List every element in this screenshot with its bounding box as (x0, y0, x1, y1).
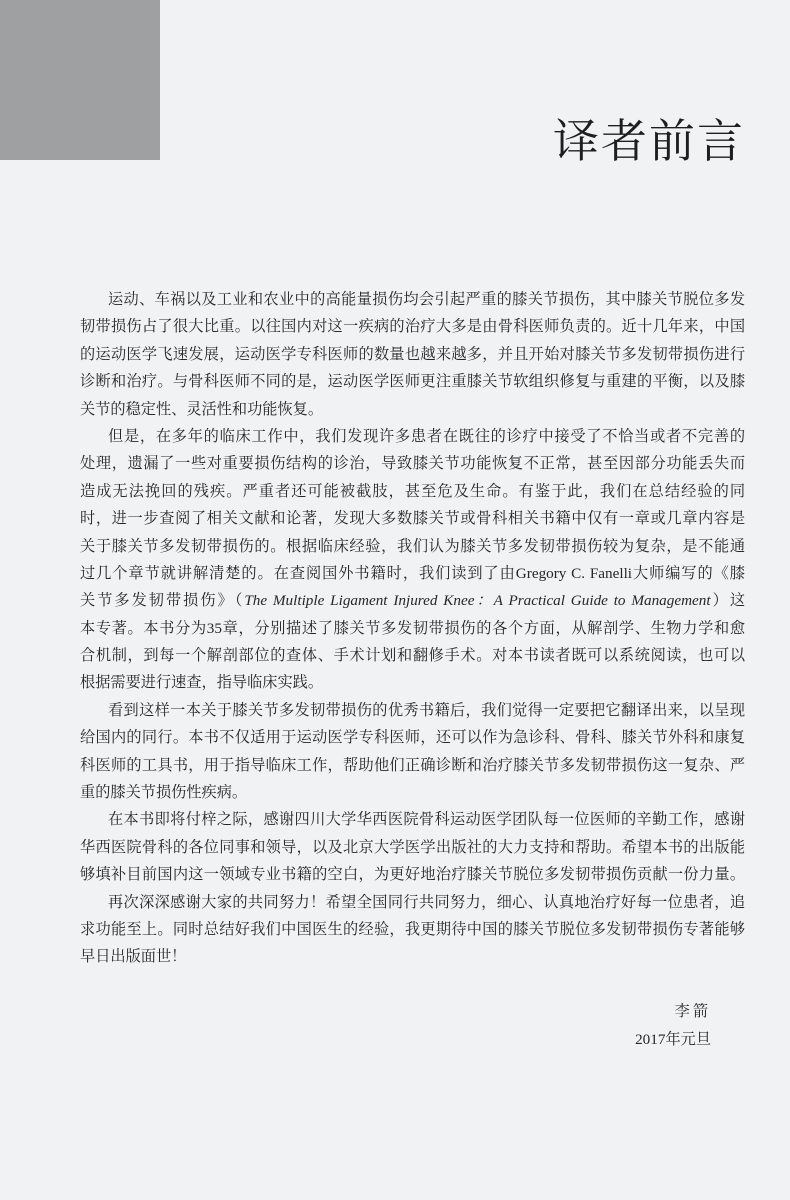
text-line: 过几个章节就讲解清楚的。在查阅国外书籍时，我们读到了由Gregory C. Fanelli大师编写的《膝 (80, 564, 745, 582)
text-line: 本专著。本书分为35章，分别描述了膝关节多发韧带损伤的各个方面，从解剖学、生物力学和愈 (80, 619, 745, 637)
text-line: 根据需要进行速查，指导临床实践。 (80, 674, 323, 692)
corner-gray-block (0, 0, 160, 160)
text-line: 的运动医学飞速发展，运动医学专科医师的数量也越来越多，并且开始对膝关节多发韧带损伤进行 (80, 345, 745, 363)
text-segment: ）这 (710, 592, 746, 610)
english-book-title: The Multiple Ligament Injured Knee：A Practical Guide to Management (244, 592, 711, 610)
text-line: 科医师的工具书，用于指导临床工作，帮助他们正确诊断和治疗膝关节多发韧带损伤这一复杂、严 (80, 756, 745, 774)
text-line: 够填补目前国内这一领域专业书籍的空白，为更好地治疗膝关节脱位多发韧带损伤贡献一份力量。 (80, 866, 745, 884)
paragraph-3 (80, 697, 745, 807)
text-line: 求功能至上。同时总结好我们中国医生的经验，我更期待中国的膝关节脱位多发韧带损伤专著能够 (80, 920, 745, 938)
text-line: 华西医院骨科的各位同事和领导，以及北京大学医学出版社的大力支持和帮助。希望本书的出版能 (80, 838, 745, 856)
paragraph-2 (80, 423, 745, 697)
text-line: 造成无法挽回的残疾。严重者还可能被截肢，甚至危及生命。有鉴于此，我们在总结经验的同 (80, 482, 745, 500)
text-line: 但是，在多年的临床工作中，我们发现许多患者在既往的诊疗中接受了不恰当或者不完善的 (108, 427, 745, 445)
text-line: 运动、车祸以及工业和农业中的高能量损伤均会引起严重的膝关节损伤，其中膝关节脱位多发 (108, 291, 745, 308)
signature-date: 2017年元旦 (635, 1031, 711, 1048)
text-line: 在本书即将付梓之际，感谢四川大学华西医院骨科运动医学团队每一位医师的辛勤工作，感谢 (108, 811, 745, 829)
text-line: 时，进一步查阅了相关文献和论著，发现大多数膝关节或骨科相关书籍中仅有一章或几章内容是 (80, 510, 745, 528)
preface-body (80, 286, 745, 971)
page-title: 译者前言 (553, 114, 745, 168)
text-line: 给国内的同行。本书不仅适用于运动医学专科医师，还可以作为急诊科、骨科、膝关节外科和康复 (80, 729, 745, 747)
paragraph-1 (80, 286, 745, 423)
paragraph-4 (80, 806, 745, 888)
text-line: 合机制，到每一个解剖部位的查体、手术计划和翻修手术。对本书读者既可以系统阅读，也可以 (80, 647, 745, 665)
text-segment: 关节多发韧带损伤》（ (80, 592, 245, 610)
text-line: 处理，遗漏了一些对重要损伤结构的诊治，导致膝关节功能恢复不正常，甚至因部分功能丢失而 (80, 455, 745, 473)
text-line: 韧带损伤占了很大比重。以往国内对这一疾病的治疗大多是由骨科医师负责的。近十几年来，中国 (80, 318, 745, 336)
text-line: 早日出版面世！ (80, 948, 187, 966)
text-line: 关于膝关节多发韧带损伤的。根据临床经验，我们认为膝关节多发韧带损伤较为复杂，是不能通 (80, 537, 745, 555)
translator-signature: 李箭 (674, 1003, 711, 1020)
text-line: 重的膝关节损伤性疾病。 (80, 784, 248, 802)
paragraph-5 (80, 889, 745, 971)
text-line: 再次深深感谢大家的共同努力！希望全国同行共同努力，细心、认真地治疗好每一位患者，追 (108, 893, 745, 911)
text-line-with-book-title (80, 587, 745, 614)
text-line: 关节的稳定性、灵活性和功能恢复。 (80, 400, 323, 418)
text-line: 看到这样一本关于膝关节多发韧带损伤的优秀书籍后，我们觉得一定要把它翻译出来，以呈现 (108, 701, 745, 719)
text-line: 诊断和治疗。与骨科医师不同的是，运动医学医师更注重膝关节软组织修复与重建的平衡，以及膝 (80, 373, 745, 391)
